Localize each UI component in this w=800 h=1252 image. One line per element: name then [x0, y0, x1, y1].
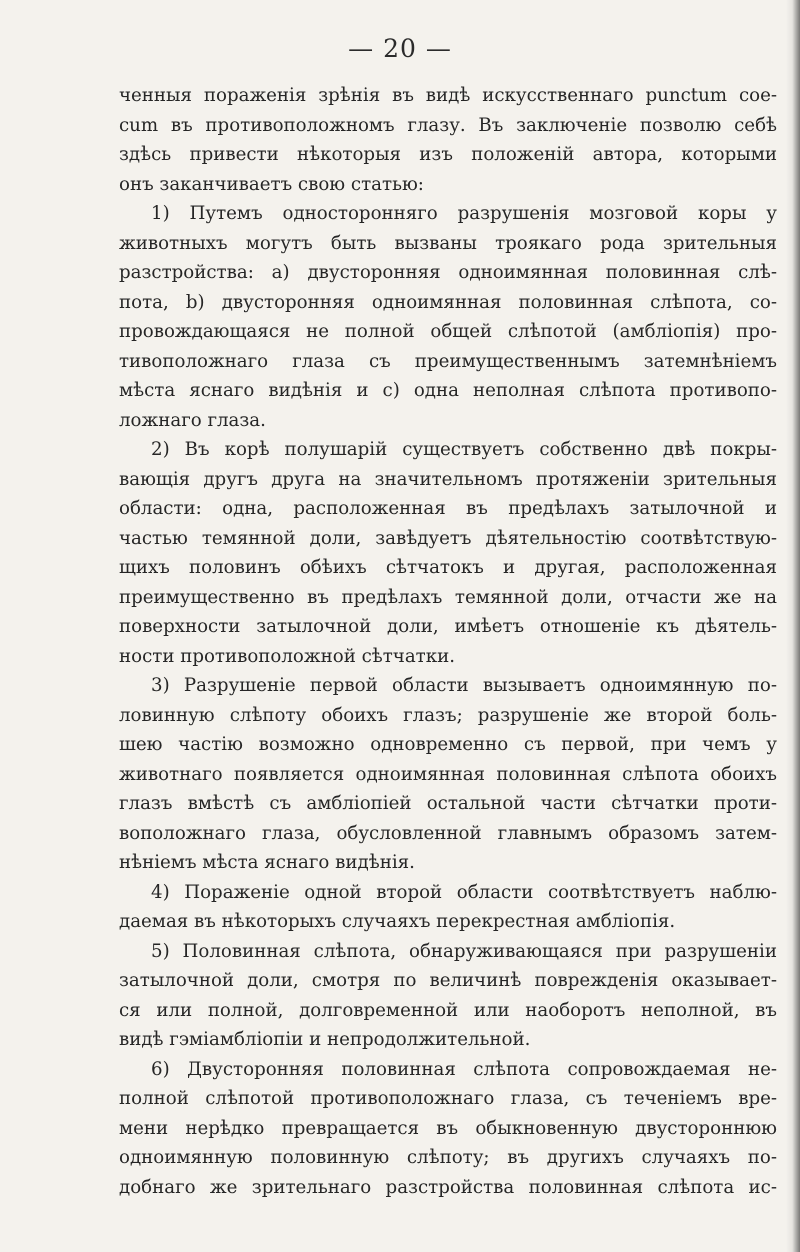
text-line: ложнаго глаза.: [119, 409, 266, 431]
text-line: ности противоположной сѣтчатки.: [119, 645, 456, 667]
text-line: области: одна, расположенная въ предѣлахъ затылочной и: [119, 498, 777, 519]
paragraph-1-line: 1) Путемъ односторонняго разрушенія мозговой коры у: [151, 203, 777, 224]
text-line: разстройства: a) двусторонняя одноимянная половинная слѣ-: [119, 262, 777, 283]
text-line: шею частію возможно одновременно съ первой, при чемъ у: [119, 734, 777, 755]
text-line: мѣста яснаго видѣнія и c) одна неполная слѣпота противопо-: [119, 380, 777, 401]
text-line: ченныя пораженія зрѣнія въ видѣ искусственнаго punctum cое-: [119, 85, 777, 106]
body-text: [119, 81, 777, 1202]
page-number: — 20 —: [348, 34, 452, 63]
text-line: щихъ половинъ обѣихъ сѣтчатокъ и другая, расположенная: [119, 557, 777, 578]
text-line: онъ заканчиваетъ свою статью:: [119, 173, 424, 195]
text-line: глазъ вмѣстѣ съ амбліопіей остальной части сѣтчатки проти-: [119, 793, 777, 814]
text-line: поверхности затылочной доли, имѣетъ отношеніе къ дѣятель-: [119, 616, 777, 637]
text-line: ся или полной, долговременной или наоборотъ неполной, въ: [119, 999, 777, 1021]
text-line: даемая въ нѣкоторыхъ случаяхъ перекрестная амбліопія.: [119, 911, 676, 932]
text-line: воположнаго глаза, обусловленной главнымъ образомъ затем-: [119, 822, 777, 844]
paragraph-6-line: 6) Двусторонняя половинная слѣпота сопровождаемая не-: [151, 1058, 777, 1080]
text-line: животнаго появляется одноимянная половинная слѣпота обоихъ: [119, 763, 777, 785]
text-line: вающія другъ друга на значительномъ протяженіи зрительныя: [119, 468, 777, 490]
text-line: тивоположнаго глаза съ преимущественнымъ затемнѣніемъ: [119, 350, 777, 372]
page-edge-shadow: [786, 0, 800, 1252]
paragraph-4-line: 4) Пораженіе одной второй области соотвѣтствуетъ наблю-: [151, 881, 777, 903]
text-line: затылочной доли, смотря по величинѣ поврежденія оказывает-: [119, 970, 777, 991]
text-line: cum въ противоположномъ глазу. Въ заключеніе позволю себѣ: [119, 114, 777, 136]
text-line: здѣсь привести нѣкоторыя изъ положеній автора, которыми: [119, 144, 777, 165]
text-line: частью темянной доли, завѣдуетъ дѣятельностію соотвѣтствую-: [119, 527, 777, 549]
paragraph-5-line: 5) Половинная слѣпота, обнаруживающаяся при разрушеніи: [151, 940, 777, 962]
text-line: полной слѣпотой противоположнаго глаза, съ теченіемъ вре-: [119, 1088, 777, 1109]
text-line: мени нерѣдко превращается въ обыкновенную двустороннюю: [119, 1117, 777, 1139]
text-line: видѣ гэміамбліопіи и непродолжительной.: [119, 1029, 531, 1050]
text-line: ловинную слѣпоту обоихъ глазъ; разрушеніе же второй боль-: [119, 704, 777, 726]
text-line: нѣніемъ мѣста яснаго видѣнія.: [119, 852, 415, 873]
text-line: животныхъ могутъ быть вызваны троякаго рода зрительныя: [119, 232, 777, 254]
text-line: добнаго же зрительнаго разстройства половинная слѣпота ис-: [119, 1176, 777, 1198]
text-line: пота, b) двусторонняя одноимянная половинная слѣпота, со-: [119, 291, 777, 313]
paragraph-3-line: 3) Разрушеніе первой области вызываетъ одноимянную по-: [151, 675, 777, 696]
text-line: одноимянную половинную слѣпоту; въ другихъ случаяхъ по-: [119, 1147, 777, 1168]
text-line: преимущественно въ предѣлахъ темянной доли, отчасти же на: [119, 586, 777, 608]
text-line: провождающаяся не полной общей слѣпотой (амбліопія) про-: [119, 321, 777, 342]
paragraph-2-line: 2) Въ корѣ полушарій существуетъ собственно двѣ покры-: [151, 439, 777, 460]
